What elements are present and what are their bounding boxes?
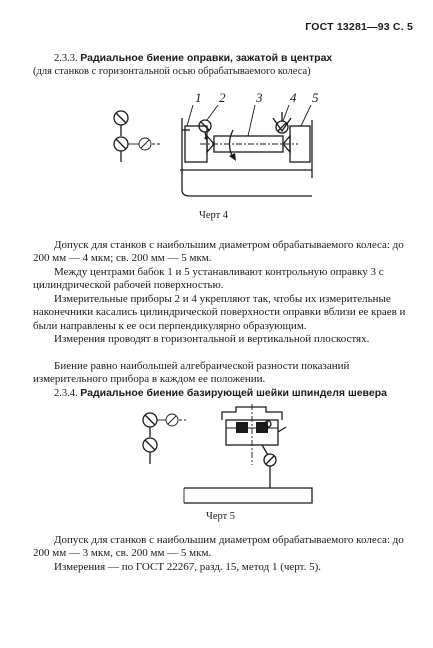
section-2-3-4-heading — [33, 387, 411, 400]
figure-5-caption: Черт 5 — [206, 511, 236, 522]
section-2-3-3-heading — [33, 52, 411, 78]
runout-definition-paragraph: Биение равно наибольшей алгебраической разности показаний измерительного прибора в каждом ее положении. — [33, 360, 350, 386]
figure-5-drawing — [0, 405, 433, 515]
section-subtitle: (для станков с горизонтальной осью обрабатываемого колеса) — [33, 66, 311, 77]
measurement-method-paragraph: Измерения — по ГОСТ 22267, разд. 15, метод 1 (черт. 5). — [54, 561, 322, 573]
label-3: 3 — [256, 90, 263, 105]
mandrel-setup-paragraph: Между центрами бабок 1 и 5 устанавливают контрольную оправку 3 с цилиндрической рабочей поверхностью. — [33, 266, 384, 292]
tolerance-paragraph-1: Допуск для станков с наибольшим диаметром обрабатываемого колеса: до 200 мм — 4 мкм; св. 200 мм — 5 мкм. — [33, 239, 404, 265]
section-title: Радиальное биение базирующей шейки шпинделя шевера — [80, 387, 387, 399]
machine-base — [184, 488, 312, 503]
tolerance-paragraph-2: Допуск для станков с наибольшим диаметром обрабатываемого колеса: до 200 мм — 3 мкм, св. 200 мм — 5 мкм. — [33, 534, 404, 560]
section-number: 2.3.4. — [54, 388, 78, 399]
planes-paragraph: Измерения проводят в горизонтальной и вертикальной плоскостях. — [54, 333, 370, 345]
label-5: 5 — [312, 90, 319, 105]
label-1: 1 — [195, 90, 202, 105]
section-number: 2.3.3. — [54, 53, 78, 64]
instruments-paragraph: Измерительные приборы 2 и 4 укрепляют так, чтобы их измерительные наконечники касались цилиндрической поверхности оправки вблизи ее краев и были направлены к ее оси перпендикулярно образующим. — [33, 293, 406, 332]
page-header-code: ГОСТ 13281—93 С. 5 — [305, 21, 413, 33]
label-2: 2 — [219, 90, 226, 105]
figure-4-caption: Черт 4 — [199, 210, 229, 221]
machine-bed — [182, 118, 312, 196]
label-4: 4 — [290, 90, 297, 105]
section-title: Радиальное биение оправки, зажатой в центрах — [80, 52, 333, 64]
